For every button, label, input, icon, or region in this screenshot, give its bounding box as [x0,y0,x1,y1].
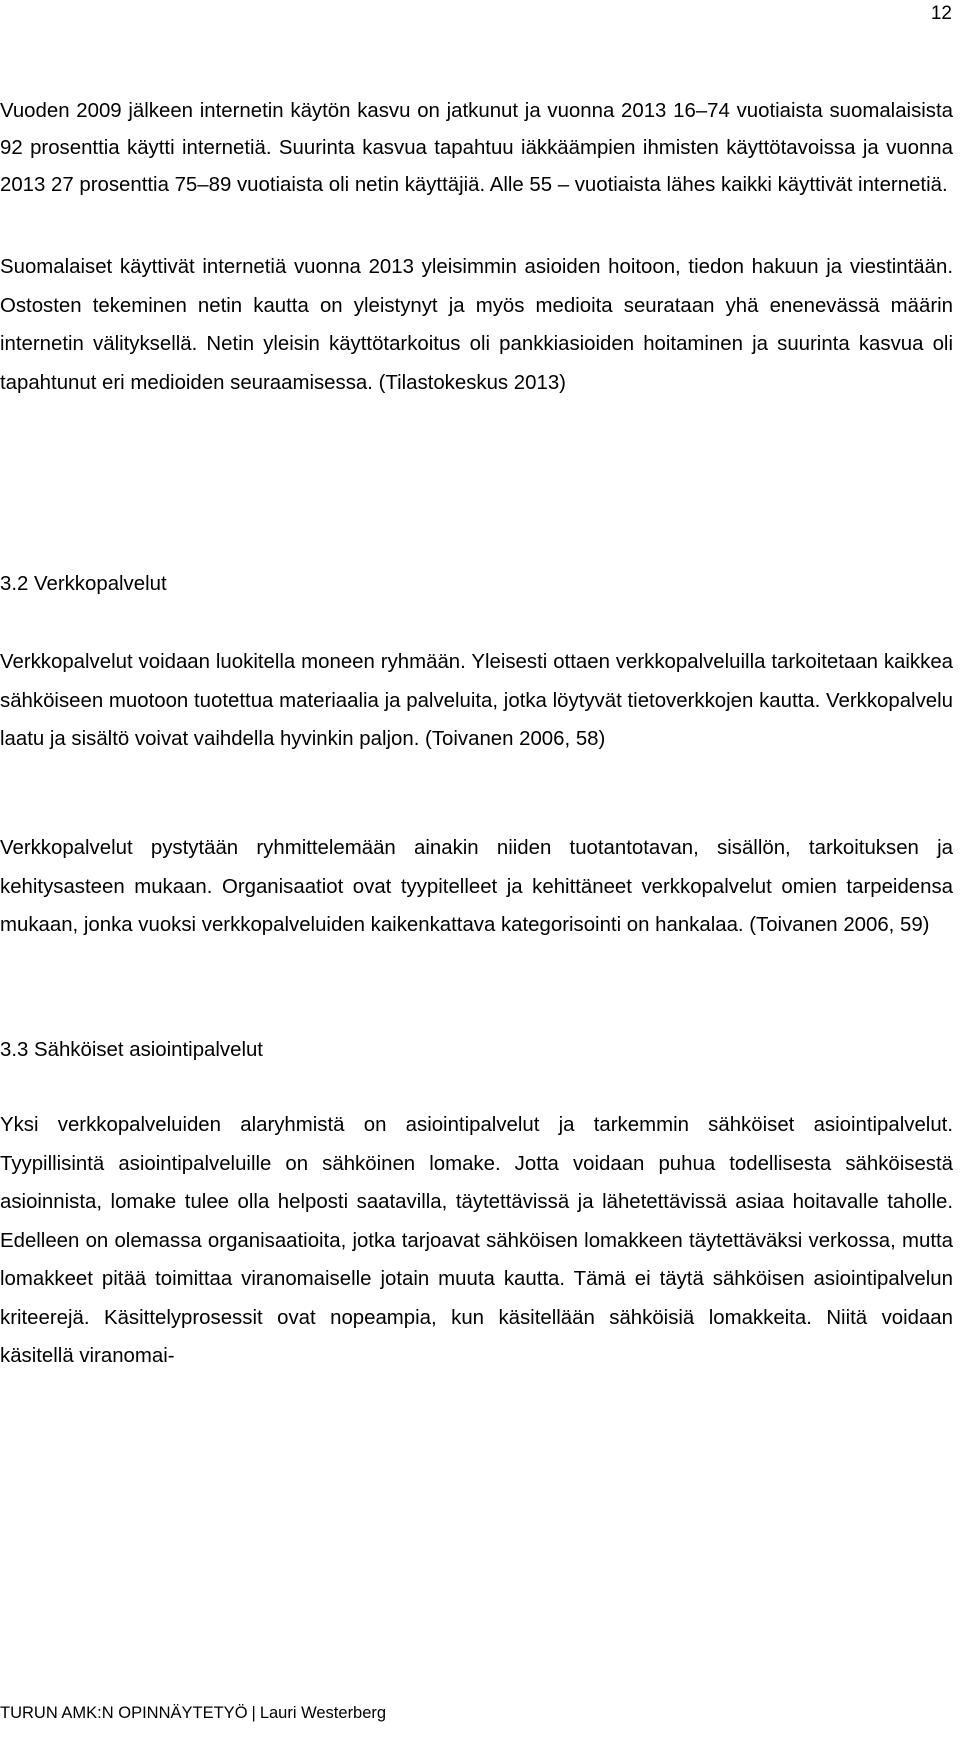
paragraph-verkkopalvelut-grouping: Verkkopalvelut pystytään ryhmittelemään ainakin niiden tuotantotavan, sisällön, tarkoituksen ja kehitysasteen mukaan. Organisaatiot ovat tyypitelleet ja kehittäneet verkkopalvelut omien tarpeidensa mukaan, jonka vuoksi verkkopalveluiden kaikenkattava kategorisointi on hankalaa. (Toivanen 2006, 59) [0,837,953,936]
section-heading-asiointipalvelut: 3.3 Sähköiset asiointipalvelut [0,1039,263,1061]
paragraph-asiointipalvelut: Yksi verkkopalveluiden alaryhmistä on asiointipalvelut ja tarkemmin sähköiset asiointipalvelut. Tyypillisintä asiointipalveluille on sähköinen lomake. Jotta voidaan puhua todellisesta sähköisestä asioinnista, lomake tulee olla helposti saatavilla, täytettävissä ja lähetettävissä asiaa hoitavalle taholle. Edelleen on olemassa organisaatioita, jotka tarjoavat sähköisen lomakkeen täytettäväksi verkossa, mutta lomakkeet pitää toimittaa viranomaiselle jotain muuta kautta. Tämä ei täytä sähköisen asiointipalvelun kriteerejä. Käsittelyprosessit ovat nopeampia, kun käsitellään sähköisiä lomakkeita. Niitä voidaan käsitellä viranomai- [0,1114,953,1367]
section-heading-verkkopalvelut: 3.2 Verkkopalvelut [0,573,167,595]
paragraph-internet-usage: Suomalaiset käyttivät internetiä vuonna 2013 yleisimmin asioiden hoitoon, tiedon hakuun ja viestintään. Ostosten tekeminen netin kautta on yleistynyt ja myös medioita seurataan yhä enenevässä määrin internetin välityksellä. Netin yleisin käyttötarkoitus oli pankkiasioiden hoitaminen ja suurinta kasvua oli tapahtunut eri medioiden seuraamisessa. (Tilastokeskus 2013) [0,256,953,394]
footer-author: Lauri Westerberg [259,1704,387,1722]
footer-institution: TURUN AMK:N OPINNÄYTETYÖ [0,1704,248,1722]
paragraph-verkkopalvelut-definition: Verkkopalvelut voidaan luokitella moneen ryhmään. Yleisesti ottaen verkkopalveluilla tarkoitetaan kaikkea sähköiseen muotoon tuotettua materiaalia ja palveluita, jotka löytyvät tietoverkkojen kautta. Verkkopalvelu laatu ja sisältö voivat vaihdella hyvinkin paljon. (Toivanen 2006, 58) [0,651,953,750]
page-number: 12 [930,3,952,24]
footer-separator: | [251,1704,256,1722]
page-footer [0,1702,386,1724]
paragraph-internet-growth: Vuoden 2009 jälkeen internetin käytön kasvu on jatkunut ja vuonna 2013 16–74 vuotiaista suomalaisista 92 prosenttia käytti internetiä. Suurinta kasvua tapahtuu iäkkäämpien ihmisten käyttötavoissa ja vuonna 2013 27 prosenttia 75–89 vuotiaista oli netin käyttäjiä. Alle 55 – vuotiaista lähes kaikki käyttivät internetiä. [0,100,953,196]
